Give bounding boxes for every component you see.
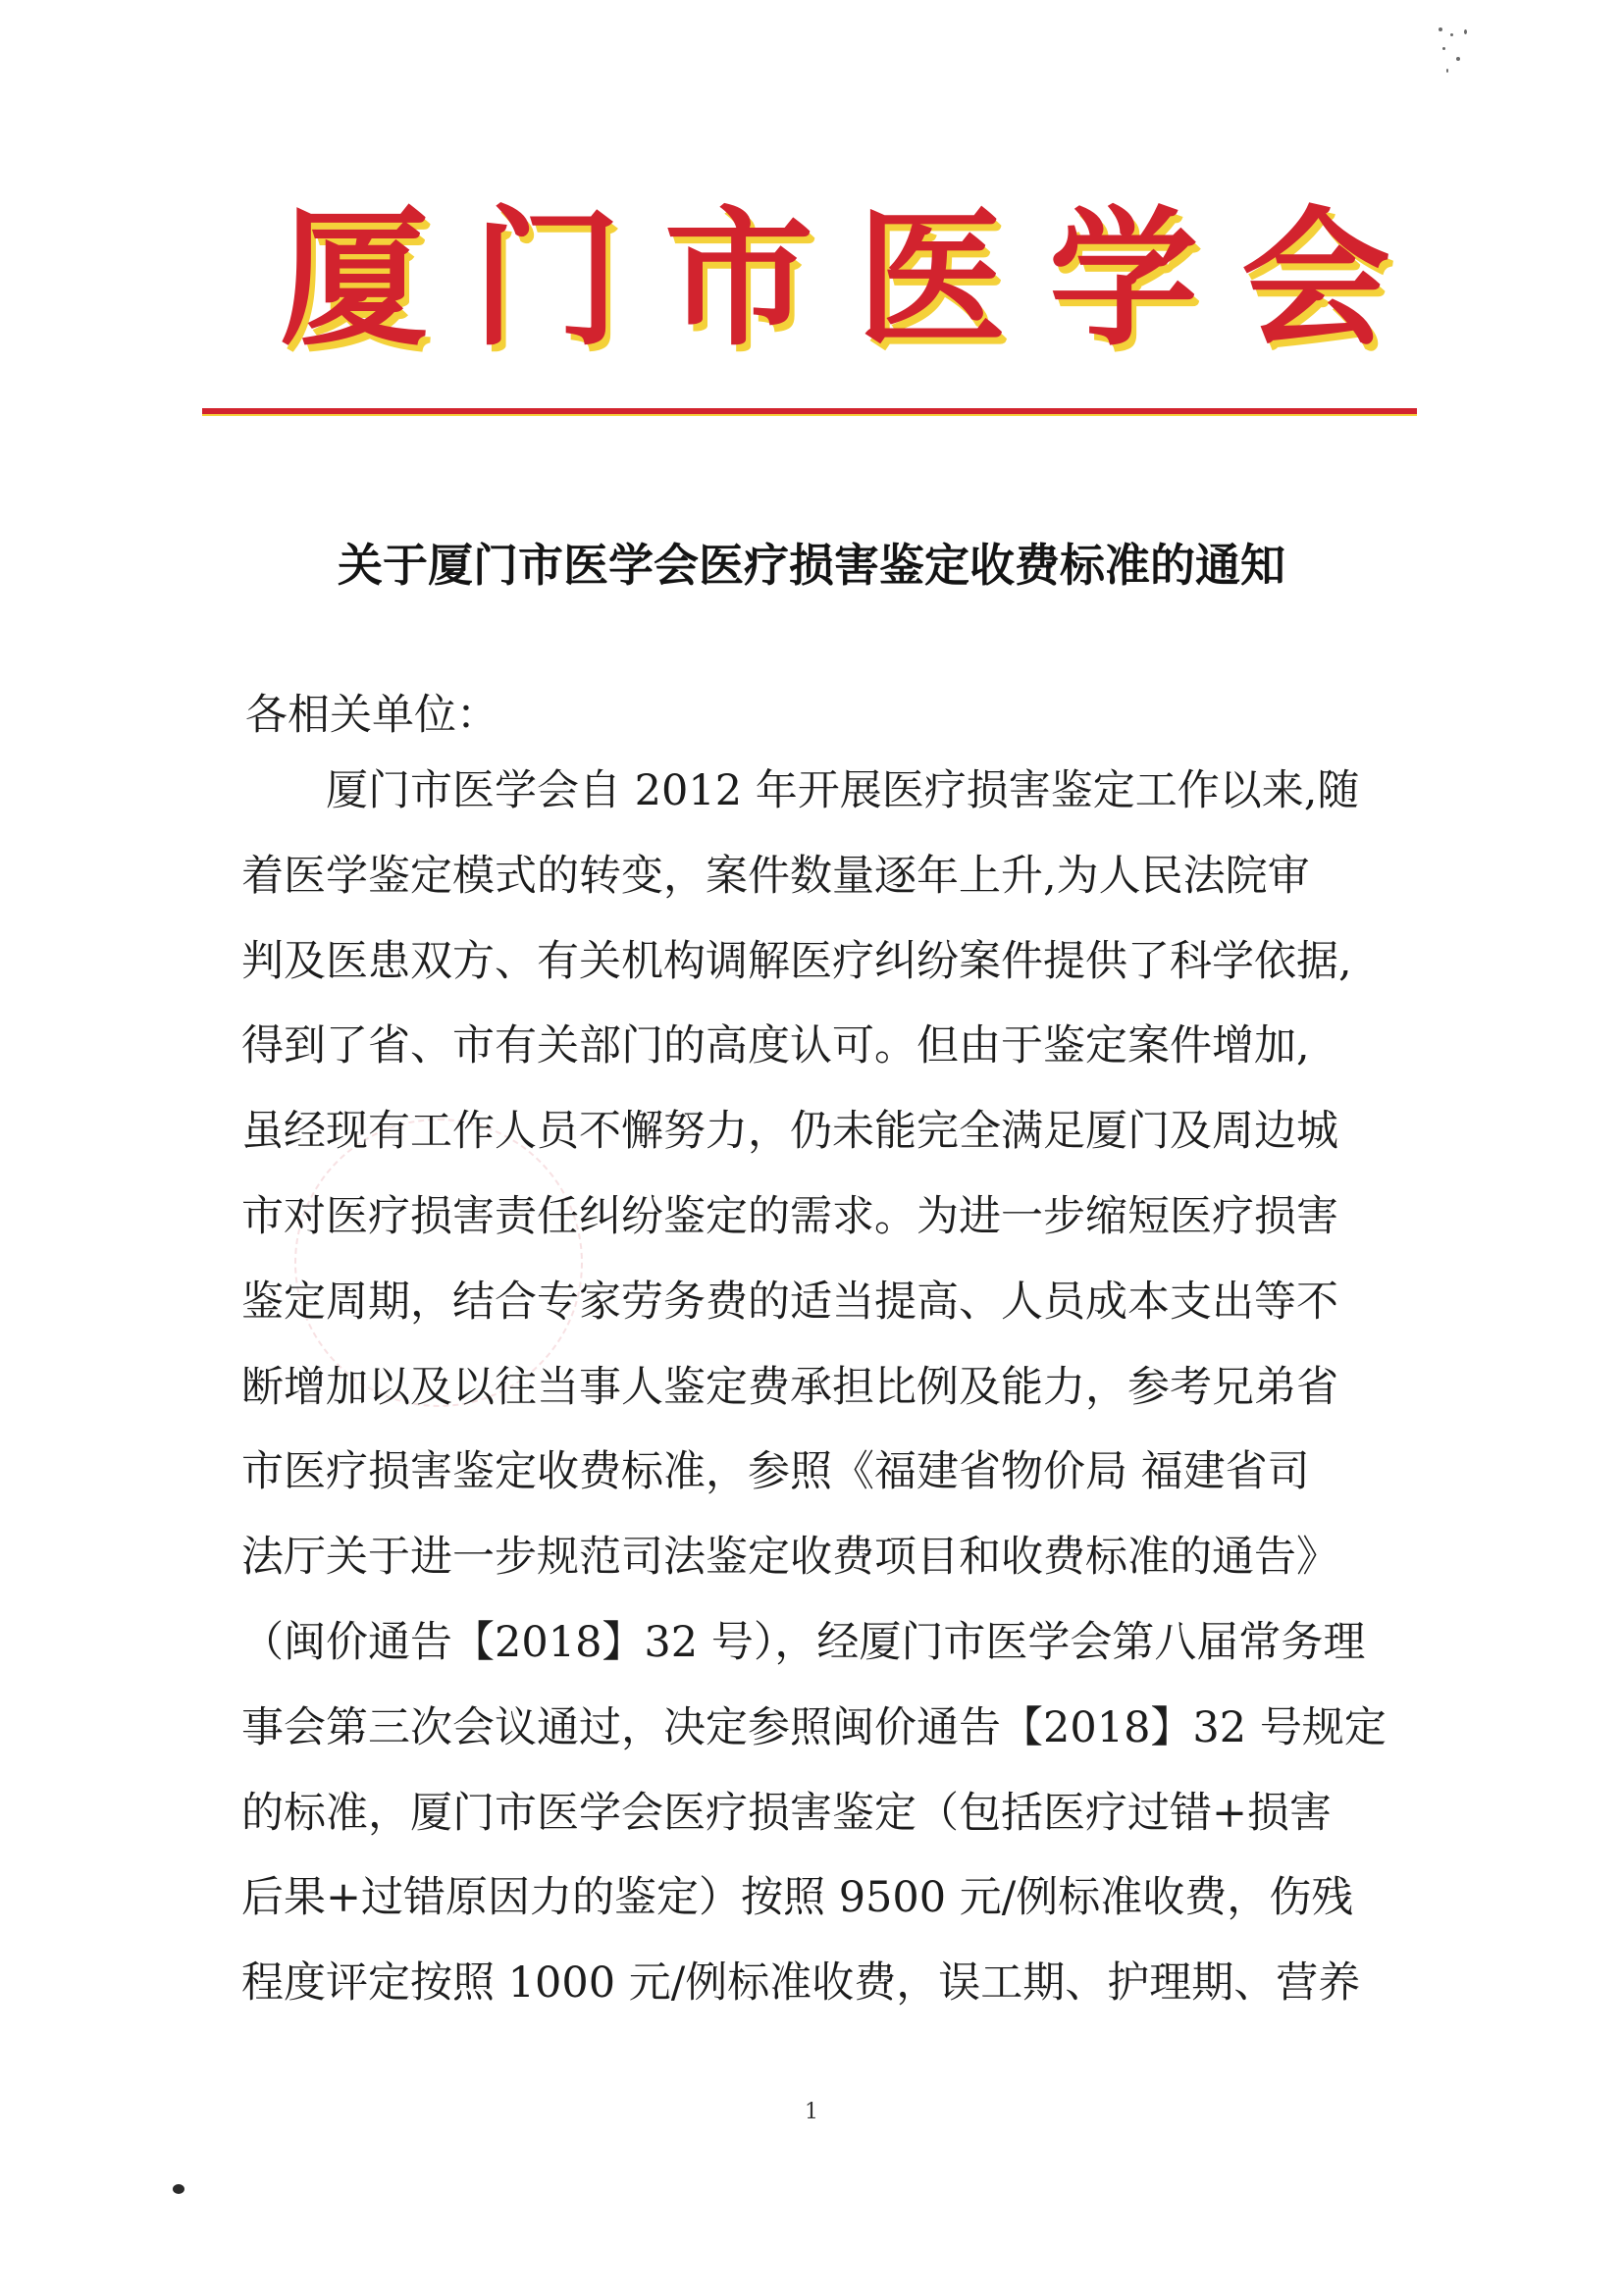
body-line: 得到了省、市有关部门的高度认可。但由于鉴定案件增加, [241,1021,1310,1071]
letterhead-red-rule [202,408,1417,414]
body-line: 厦门市医学会自 2012 年开展医疗损害鉴定工作以来,随 [326,766,1360,815]
body-line: 着医学鉴定模式的转变，案件数量逐年上升,为人民法院审 [241,851,1310,901]
document-title: 关于厦门市医学会医疗损害鉴定收费标准的通知 [338,539,1285,592]
scan-speckle [1439,27,1442,31]
page-number: 1 [805,2100,818,2124]
organization-name: 厦门市医学会 [280,192,1434,366]
scan-speckle [173,2184,184,2194]
scan-speckle [1450,33,1453,36]
body-line: 的标准，厦门市医学会医疗损害鉴定（包括医疗过错+损害 [241,1788,1333,1838]
scan-speckle [1442,47,1445,50]
salutation: 各相关单位： [245,691,498,740]
body-line: 程度评定按照 1000 元/例标准收费，误工期、护理期、营养 [241,1958,1361,2009]
scan-speckle [1446,69,1448,73]
body-line: 市对医疗损害责任纠纷鉴定的需求。为进一步缩短医疗损害 [241,1191,1338,1241]
letterhead [0,192,1623,383]
body-text [241,759,1389,2037]
body-line: 虽经现有工作人员不懈努力，仍未能完全满足厦门及周边城 [241,1107,1338,1157]
body-line: 鉴定周期，结合专家劳务费的适当提高、人员成本支出等不 [241,1277,1338,1327]
body-line: 断增加以及以往当事人鉴定费承担比例及能力，参考兄弟省 [241,1362,1338,1412]
body-line: 后果+过错原因力的鉴定）按照 9500 元/例标准收费，伤残 [241,1873,1354,1923]
scan-speckle [1456,57,1460,61]
body-line: 事会第三次会议通过，决定参照闽价通告【2018】32 号规定 [241,1702,1387,1752]
body-line: （闽价通告【2018】32 号），经厦门市医学会第八届常务理 [241,1617,1366,1667]
body-line: 判及医患双方、有关机构调解医疗纠纷案件提供了科学依据, [241,936,1352,986]
body-line: 法厅关于进一步规范司法鉴定收费项目和收费标准的通告》 [241,1533,1338,1583]
body-line: 市医疗损害鉴定收费标准，参照《福建省物价局 福建省司 [241,1447,1310,1497]
scan-speckle [1464,29,1467,34]
